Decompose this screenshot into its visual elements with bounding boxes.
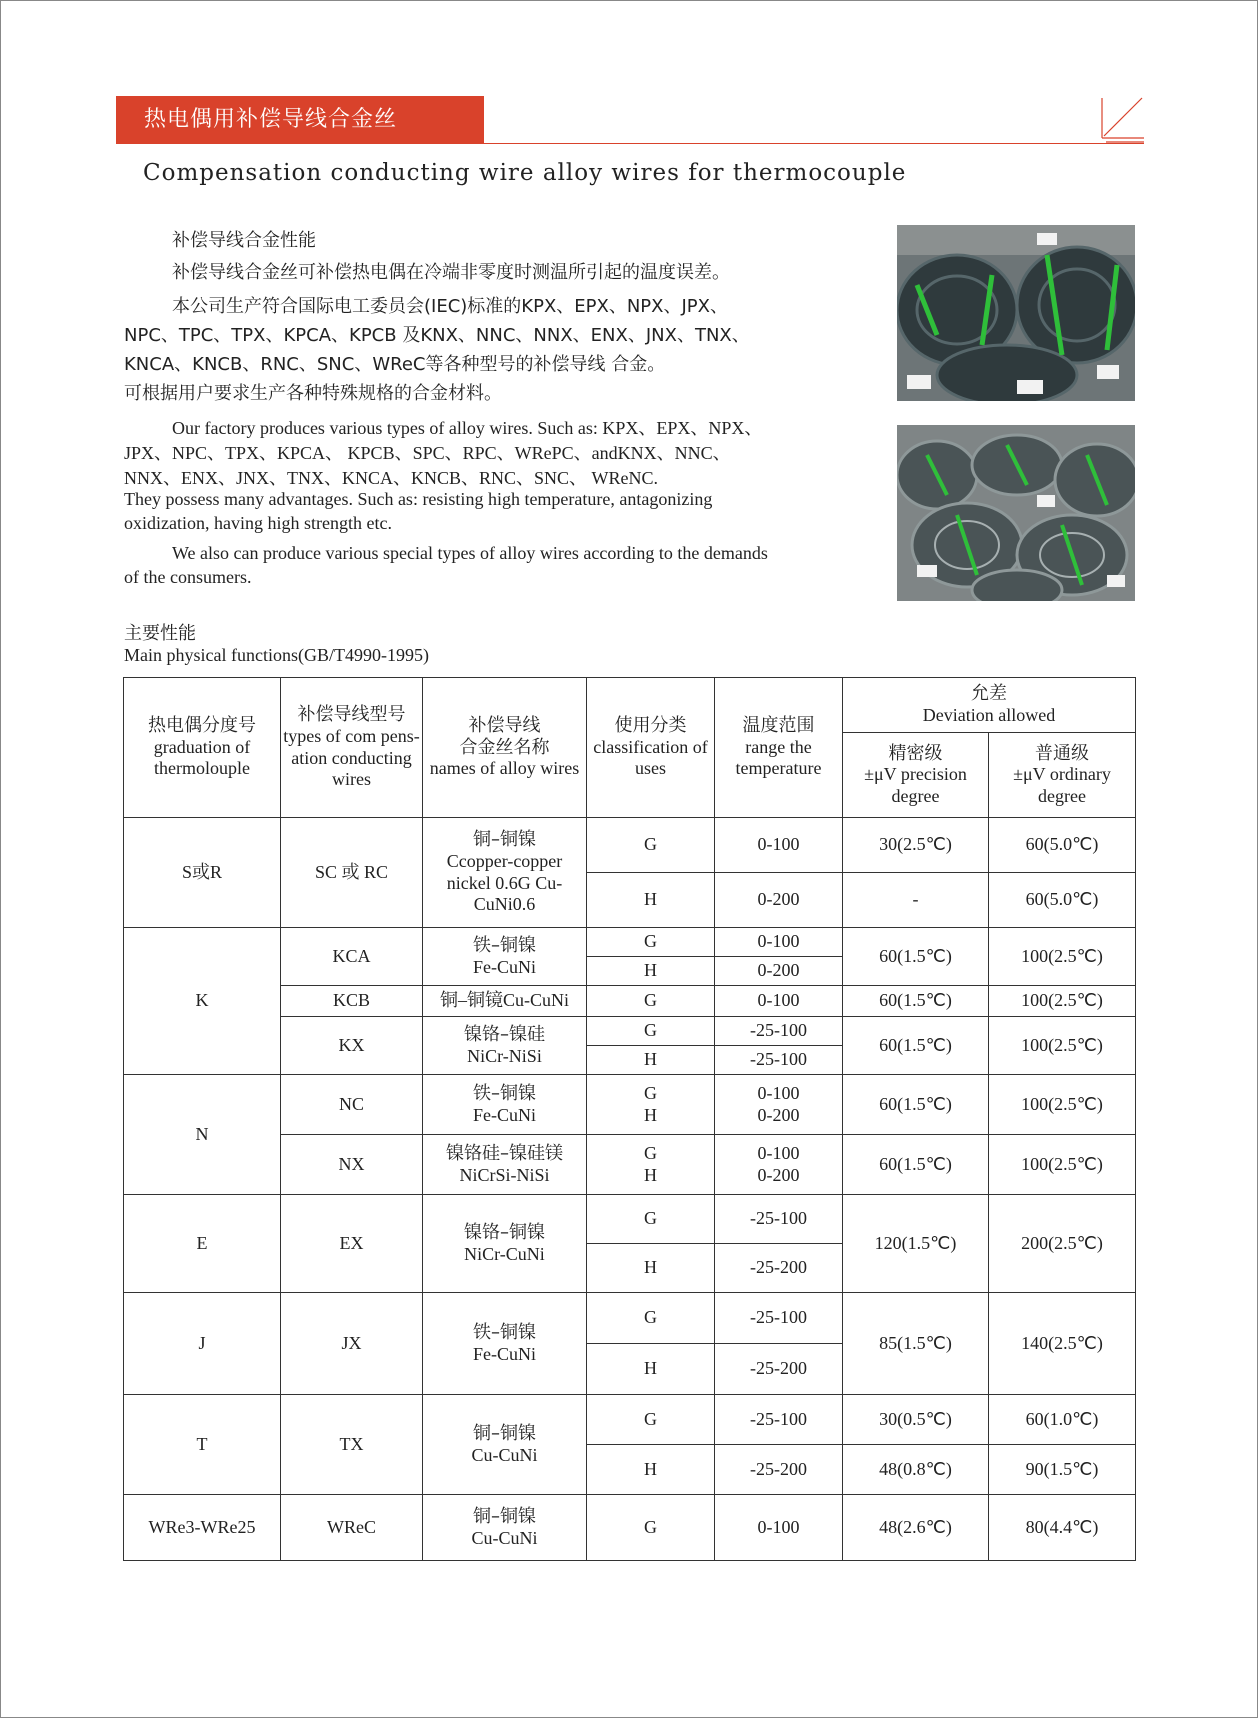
cell-class: G xyxy=(587,1017,715,1046)
cell-range: -25-100 xyxy=(715,1293,843,1344)
cell-name-nc: 铁–铜镍 Fe-CuNi xyxy=(423,1075,587,1135)
header-alloy-name: 补偿导线 合金丝名称 names of alloy wires xyxy=(423,678,587,818)
table-row xyxy=(124,1293,1136,1344)
cell-name-ex: 镍铬–铜镍 NiCr-CuNi xyxy=(423,1195,587,1293)
cell-range: -25-200 xyxy=(715,1244,843,1293)
intro-p3: 可根据用户要求生产各种特殊规格的合金材料。 xyxy=(124,383,502,404)
cell-precision: 85(1.5℃) xyxy=(843,1293,989,1395)
cell-precision: 60(1.5℃) xyxy=(843,1135,989,1195)
cell-ordinary: 80(4.4℃) xyxy=(989,1495,1136,1561)
cell-type-nc: NC xyxy=(281,1075,423,1135)
table-row xyxy=(124,1195,1136,1244)
intro-heading: 补偿导线合金性能 xyxy=(172,230,316,251)
cell-grad-e: E xyxy=(124,1195,281,1293)
cell-precision: 48(2.6℃) xyxy=(843,1495,989,1561)
intro-p1: 补偿导线合金丝可补偿热电偶在冷端非零度时测温所引起的温度误差。 xyxy=(172,262,730,283)
en-line7: of the consumers. xyxy=(124,567,252,587)
cell-range: 0-100 xyxy=(715,1495,843,1561)
header-range: 温度范围 range the temperature xyxy=(715,678,843,818)
cell-type-jx: JX xyxy=(281,1293,423,1395)
cell-class: G xyxy=(587,818,715,873)
physical-functions-table xyxy=(123,677,1136,1561)
cell-ordinary: 100(2.5℃) xyxy=(989,986,1136,1017)
intro-p2-line1: 本公司生产符合国际电工委员会(IEC)标准的KPX、EPX、NPX、JPX、 xyxy=(172,296,728,317)
cell-grad-n: N xyxy=(124,1075,281,1195)
cell-type-nx: NX xyxy=(281,1135,423,1195)
en-line3: NNX、ENX、JNX、TNX、KNCA、KNCB、RNC、SNC、 WReNC. xyxy=(124,468,659,488)
section-title-cn: 主要性能 xyxy=(124,623,196,644)
cell-ordinary: 100(2.5℃) xyxy=(989,1017,1136,1075)
page-subtitle: Compensation conducting wire alloy wires for thermocouple xyxy=(143,160,907,186)
cell-ordinary: 200(2.5℃) xyxy=(989,1195,1136,1293)
cell-precision: 120(1.5℃) xyxy=(843,1195,989,1293)
cell-class: G xyxy=(587,986,715,1017)
table-row xyxy=(124,1495,1136,1561)
cell-precision: - xyxy=(843,873,989,928)
cell-range: -25-200 xyxy=(715,1344,843,1395)
header-graduation: 热电偶分度号 graduation of thermolouple xyxy=(124,678,281,818)
banner-title: 热电偶用补偿导线合金丝 xyxy=(144,107,398,132)
en-line2: JPX、NPC、TPX、KPCA、 KPCB、SPC、RPC、WRePC、andKNX、NNC、 xyxy=(124,443,731,463)
cell-class: H xyxy=(587,1344,715,1395)
cell-range: 0-100 xyxy=(715,928,843,957)
cell-ordinary: 60(5.0℃) xyxy=(989,818,1136,873)
cell-range: 0-100 xyxy=(715,986,843,1017)
cell-ordinary: 60(5.0℃) xyxy=(989,873,1136,928)
cell-name-kca: 铁–铜镍 Fe-CuNi xyxy=(423,928,587,986)
cell-precision: 60(1.5℃) xyxy=(843,928,989,986)
cell-ordinary: 140(2.5℃) xyxy=(989,1293,1136,1395)
cell-class: H xyxy=(587,1046,715,1075)
cell-precision: 48(0.8℃) xyxy=(843,1445,989,1495)
cell-class: G xyxy=(587,1495,715,1561)
header-ordinary: 普通级 ±μV ordinary degree xyxy=(989,733,1136,818)
cell-type-tx: TX xyxy=(281,1395,423,1495)
cell-name-tx: 铜–铜镍 Cu-CuNi xyxy=(423,1395,587,1495)
banner-rule xyxy=(484,143,1144,144)
cell-type-ex: EX xyxy=(281,1195,423,1293)
cell-name-jx: 铁–铜镍 Fe-CuNi xyxy=(423,1293,587,1395)
cell-class: H xyxy=(587,957,715,986)
cell-range: -25-100 xyxy=(715,1195,843,1244)
cell-class: H xyxy=(587,1244,715,1293)
cell-precision: 60(1.5℃) xyxy=(843,986,989,1017)
en-line6: We also can produce various special types of alloy wires according to the demands xyxy=(172,543,768,563)
intro-p2-line3: KNCA、KNCB、RNC、SNC、WReC等各种型号的补偿导线 合金。 xyxy=(124,354,666,375)
cell-precision: 30(0.5℃) xyxy=(843,1395,989,1445)
cell-type-kx: KX xyxy=(281,1017,423,1075)
cell-grad-k: K xyxy=(124,928,281,1075)
section-banner xyxy=(116,96,484,144)
cell-name-nx: 镍铬硅–镍硅镁 NiCrSi-NiSi xyxy=(423,1135,587,1195)
cell-range: -25-100 xyxy=(715,1046,843,1075)
cell-grad-j: J xyxy=(124,1293,281,1395)
cell-class: G H xyxy=(587,1135,715,1195)
cell-range: 0-100 0-200 xyxy=(715,1135,843,1195)
wire-coils-photo-2 xyxy=(897,425,1135,601)
cell-precision: 30(2.5℃) xyxy=(843,818,989,873)
cell-ordinary: 90(1.5℃) xyxy=(989,1445,1136,1495)
cell-range: -25-200 xyxy=(715,1445,843,1495)
cell-name-kcb: 铜–铜镜Cu-CuNi xyxy=(423,986,587,1017)
cell-class: H xyxy=(587,873,715,928)
table-row xyxy=(124,1395,1136,1445)
cell-grad-wre: WRe3-WRe25 xyxy=(124,1495,281,1561)
intro-p2-line2: NPC、TPC、TPX、KPCA、KPCB 及KNX、NNC、NNX、ENX、JNX、TNX、 xyxy=(124,325,750,346)
cell-ordinary: 100(2.5℃) xyxy=(989,928,1136,986)
wire-coils-photo-1 xyxy=(897,225,1135,401)
cell-class: G xyxy=(587,1195,715,1244)
cell-name-wrec: 铜–铜镍 Cu-CuNi xyxy=(423,1495,587,1561)
header-classification: 使用分类 classification of uses xyxy=(587,678,715,818)
cell-ordinary: 60(1.0℃) xyxy=(989,1395,1136,1445)
table-row xyxy=(124,1075,1136,1135)
corner-arrow-icon xyxy=(1100,96,1144,144)
cell-type-wrec: WReC xyxy=(281,1495,423,1561)
header-precision: 精密级 ±μV precision degree xyxy=(843,733,989,818)
cell-precision: 60(1.5℃) xyxy=(843,1017,989,1075)
cell-name-kx: 镍铬–镍硅 NiCr-NiSi xyxy=(423,1017,587,1075)
cell-range: 0-100 xyxy=(715,818,843,873)
table-row xyxy=(124,818,1136,873)
cell-class: G H xyxy=(587,1075,715,1135)
cell-class: G xyxy=(587,928,715,957)
cell-type-kcb: KCB xyxy=(281,986,423,1017)
en-line4: They possess many advantages. Such as: resisting high temperature, antagonizing xyxy=(124,489,713,509)
cell-class: G xyxy=(587,1395,715,1445)
cell-range: -25-100 xyxy=(715,1395,843,1445)
cell-type-sc: SC 或 RC xyxy=(281,818,423,928)
section-title-en: Main physical functions(GB/T4990-1995) xyxy=(124,645,429,665)
cell-range: 0-100 0-200 xyxy=(715,1075,843,1135)
cell-grad-t: T xyxy=(124,1395,281,1495)
cell-class: H xyxy=(587,1445,715,1495)
en-line1: Our factory produces various types of alloy wires. Such as: KPX、EPX、NPX、 xyxy=(172,418,763,438)
header-type: 补偿导线型号 types of com pens-ation conducting wires xyxy=(281,678,423,818)
cell-range: -25-100 xyxy=(715,1017,843,1046)
cell-precision: 60(1.5℃) xyxy=(843,1075,989,1135)
cell-type-kca: KCA xyxy=(281,928,423,986)
cell-range: 0-200 xyxy=(715,957,843,986)
cell-ordinary: 100(2.5℃) xyxy=(989,1075,1136,1135)
en-line5: oxidization, having high strength etc. xyxy=(124,513,392,533)
cell-range: 0-200 xyxy=(715,873,843,928)
table-row xyxy=(124,928,1136,957)
cell-name-s: 铜–铜镍 Ccopper-copper nickel 0.6G Cu-CuNi0.6 xyxy=(423,818,587,928)
cell-class: G xyxy=(587,1293,715,1344)
cell-grad-s: S或R xyxy=(124,818,281,928)
cell-ordinary: 100(2.5℃) xyxy=(989,1135,1136,1195)
header-deviation: 允差 Deviation allowed xyxy=(843,678,1136,733)
